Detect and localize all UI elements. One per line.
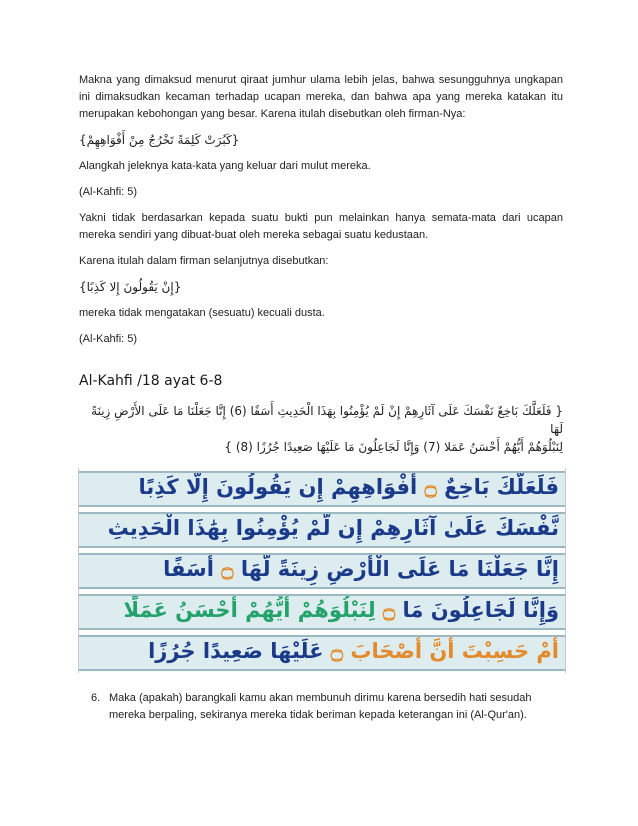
verse-marker-icon: ۝ [424, 475, 437, 499]
paragraph-intro: Karena itulah dalam firman selanjutnya disebutkan: [79, 255, 329, 267]
arabic-quote-in-yaquluna: {إِنْ يَقُولُونَ إِلا كَذِبًا} [79, 280, 182, 294]
mushaf-line [79, 471, 565, 507]
mushaf-line [79, 553, 565, 589]
mushaf-line-text: أَفْوَاهِهِمْ إِن يَقُولُونَ إِلَّا كَذِبًا [138, 475, 418, 499]
paragraph-qiraat: Makna yang dimaksud menurut qiraat jumhur ulama lebih jelas, bahwa sesungguhnya ungkapan ini dimaksudkan kecaman terhadap ucapan mereka, dan bahwa apa yang mereka katakan itu merupakan kebohongan yang besar. Karena itulah disebutkan oleh firman-Nya: [79, 74, 563, 120]
paragraph-explanation: Yakni tidak berdasarkan kepada suatu bukti pun melainkan hanya semata-mata dari ucapan mereka sendiri yang dibuat-buat oleh mereka sebagai suatu kedustaan. [79, 212, 563, 241]
arabic-quote-kaburat: {كَبُرَتْ كَلِمَةً تَخْرُجُ مِنْ أَفْوَاهِهِمْ} [79, 133, 240, 147]
mushaf-line-text: إِنَّا جَعَلْنَا مَا عَلَى الْأَرْضِ زِينَةً لَّهَا [240, 557, 559, 581]
paragraph-translation-2: mereka tidak mengatakan (sesuatu) kecuali dusta. [79, 307, 325, 319]
mushaf-line-text: لِنَبْلُوَهُمْ أَيُّهُمْ أَحْسَنُ عَمَلًا [123, 598, 376, 622]
verse-line-1: { فَلَعَلَّكَ بَاخِعٌ نَفْسَكَ عَلَى آثَارِهِمْ إِنْ لَمْ يُؤْمِنُوا بِهَذَا الْحَدِيثِ أَسَفًا (6) إِنَّا جَعَلْنَا مَا عَلَى الأَرْضِ زِينَةً لَهَا [91, 404, 563, 436]
verse-marker-icon: ۝ [221, 557, 234, 581]
verse-marker-icon: ۝ [382, 598, 396, 622]
document-body [79, 72, 563, 456]
reference-2: (Al-Kahfi: 5) [79, 333, 138, 345]
mushaf-image [78, 468, 566, 673]
mushaf-line-text: عَلَيْهَا صَعِيدًا جُرُزًا [148, 639, 324, 663]
section-heading: Al-Kahfi /18 ayat 6-8 [79, 373, 223, 389]
mushaf-line-text: أَمْ حَسِبْتَ أَنَّ أَصْحَابَ [350, 639, 559, 663]
mushaf-line [79, 594, 565, 630]
verse-block [79, 402, 563, 456]
mushaf-line-text: وَإِنَّا لَجَاعِلُونَ مَا [402, 598, 559, 622]
list-item-text: Maka (apakah) barangkali kamu akan membunuh dirimu karena bersedih hati sesudah mereka berpaling, sekiranya mereka tidak beriman kepada keterangan ini (Al-Qur'an). [109, 692, 532, 721]
verse-line-2: لِنَبْلُوَهُمْ أَيُّهُمْ أَحْسَنُ عَمَلا (7) وَإِنَّا لَجَاعِلُونَ مَا عَلَيْهَا صَعِيدًا جُرُزًا (8) } [224, 440, 563, 454]
mushaf-line-text: أَسَفًا [163, 557, 214, 581]
mushaf-line-text: نَّفْسَكَ عَلَىٰ آثَارِهِمْ إِن لَّمْ يُؤْمِنُوا بِهَٰذَا الْحَدِيثِ [107, 516, 559, 540]
numbered-list [91, 690, 563, 724]
list-number: 6. [91, 692, 101, 704]
mushaf-line [79, 635, 565, 671]
verse-marker-icon: ۝ [330, 639, 344, 663]
mushaf-line-text: فَلَعَلَّكَ بَاخِعٌ [444, 475, 559, 499]
paragraph-translation-1: Alangkah jeleknya kata-kata yang keluar dari mulut mereka. [79, 160, 371, 172]
reference-1: (Al-Kahfi: 5) [79, 186, 138, 198]
mushaf-line [79, 512, 565, 548]
